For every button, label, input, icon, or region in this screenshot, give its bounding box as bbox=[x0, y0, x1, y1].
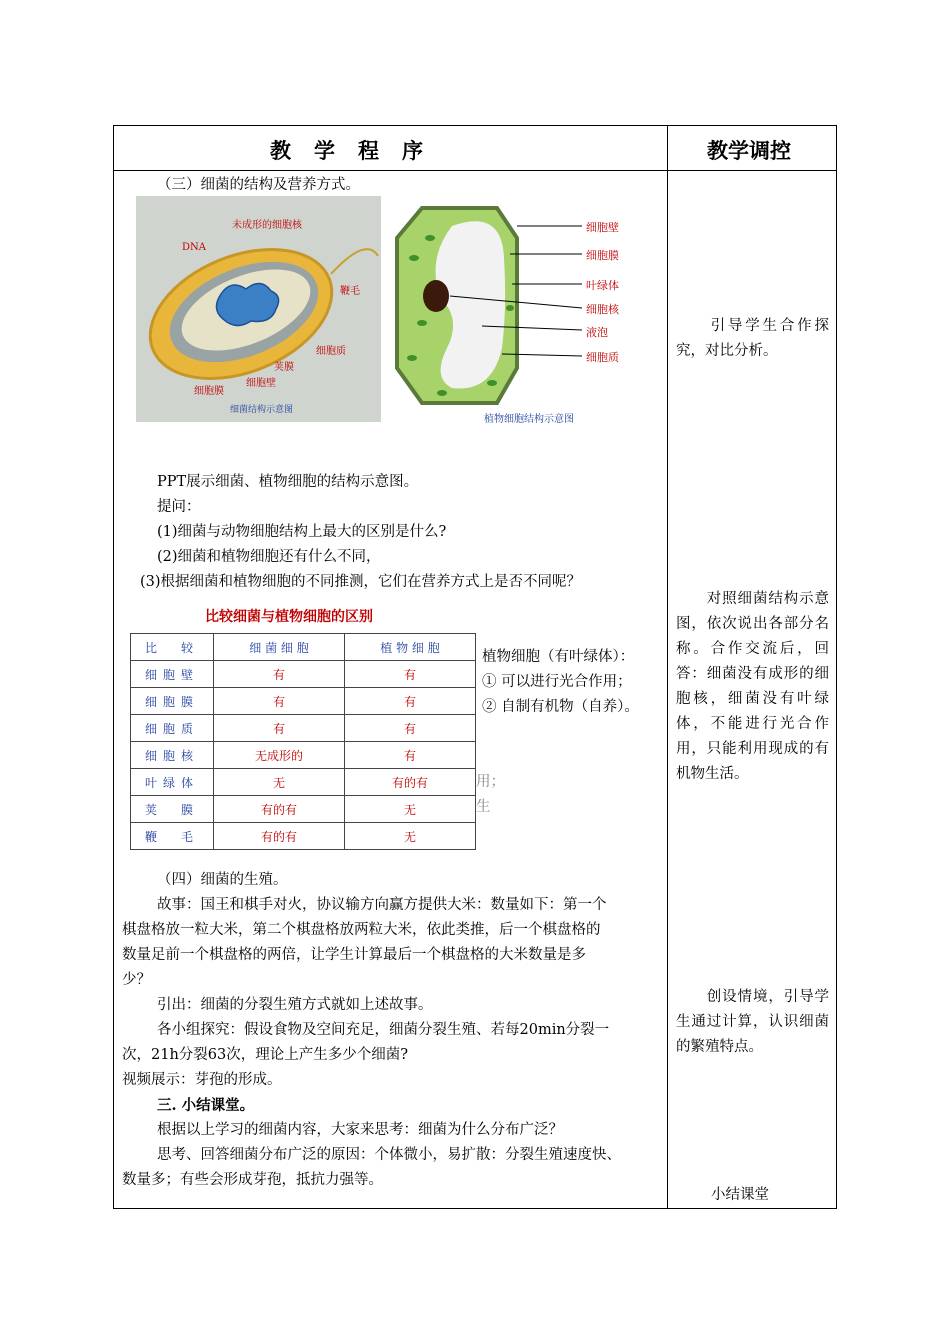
plant-note-fragment-1: 用； bbox=[476, 774, 505, 790]
video-line: 视频展示：芽孢的形成。 bbox=[122, 1072, 282, 1088]
table-row bbox=[131, 769, 476, 796]
header-divider bbox=[113, 170, 837, 171]
bacteria-cell: 无 bbox=[214, 769, 345, 796]
plant-label-cell-wall: 细胞壁 bbox=[586, 221, 619, 234]
bacteria-cell: 有 bbox=[214, 688, 345, 715]
body-line-5: (3)根据细菌和植物细胞的不同推测，它们在营养方式上是否不同呢？ bbox=[140, 574, 582, 590]
summary-title: 三. 小结课堂。 bbox=[157, 1097, 255, 1114]
explore-line-1: 各小组探究：假设食物及空间充足，细菌分裂生殖、若每20min分裂一 bbox=[157, 1022, 610, 1038]
label-cytoplasm: 细胞质 bbox=[316, 346, 346, 357]
bacteria-cell: 有 bbox=[214, 661, 345, 688]
bacteria-cell: 有的有 bbox=[214, 796, 345, 823]
body-line-2: 提问： bbox=[157, 499, 201, 515]
label-cell-membrane: 细胞膜 bbox=[194, 386, 224, 397]
column-divider bbox=[667, 125, 668, 1209]
story-line-3: 数量足前一个棋盘格的两倍，让学生计算最后一个棋盘格的大米数量是多 bbox=[122, 947, 586, 963]
table-row bbox=[131, 823, 476, 850]
compare-table bbox=[130, 633, 476, 850]
row-label: 细胞膜 bbox=[131, 688, 214, 715]
label-nucleoid: 未成形的细胞核 bbox=[232, 220, 302, 231]
bacteria-cell: 有 bbox=[214, 715, 345, 742]
header-teaching-procedure: 教 学 程 序 bbox=[270, 139, 424, 163]
story-line-1: 故事：国王和棋手对火，协议输方向赢方提供大米：数量如下：第一个 bbox=[157, 897, 607, 913]
bacteria-cell: 无成形的 bbox=[214, 742, 345, 769]
row-label: 鞭 毛 bbox=[131, 823, 214, 850]
side-note-1: 引导学生合作探究，对比分析。 bbox=[676, 318, 829, 359]
table-row bbox=[131, 661, 476, 688]
explore-line-2: 次，21h分裂63次，理论上产生多少个细菌? bbox=[122, 1047, 409, 1063]
row-label: 荚 膜 bbox=[131, 796, 214, 823]
compare-header-row bbox=[131, 634, 476, 661]
table-row bbox=[131, 796, 476, 823]
summary-line-2: 思考、回答细菌分布广泛的原因：个体微小，易扩散：分裂生殖速度快、 bbox=[157, 1147, 621, 1163]
body-line-1: PPT展示细菌、植物细胞的结构示意图。 bbox=[157, 474, 419, 490]
story-line-2: 棋盘格放一粒大米，第二个棋盘格放两粒大米，依此类推，后一个棋盘格的 bbox=[122, 922, 601, 938]
plant-label-vacuole: 液泡 bbox=[586, 326, 608, 339]
row-label: 细胞质 bbox=[131, 715, 214, 742]
bacteria-diagram bbox=[136, 196, 381, 422]
plant-label-cell-membrane: 细胞膜 bbox=[586, 249, 619, 262]
table-row bbox=[131, 715, 476, 742]
plant-cell: 有 bbox=[345, 715, 476, 742]
label-flagellum: 鞭毛 bbox=[340, 286, 360, 297]
section3-title: （三）细菌的结构及营养方式。 bbox=[157, 177, 360, 193]
label-dna: DNA bbox=[182, 242, 206, 253]
label-cell-wall: 细胞壁 bbox=[246, 378, 276, 389]
plant-cell: 有 bbox=[345, 688, 476, 715]
plant-note-fragment-2: 生 bbox=[476, 799, 491, 815]
table-row bbox=[131, 742, 476, 769]
summary-line-3: 数量多；有些会形成芽孢，抵抗力强等。 bbox=[122, 1172, 383, 1188]
summary-line-1: 根据以上学习的细菌内容，大家来思考：细菌为什么分布广泛？ bbox=[157, 1122, 563, 1138]
lead-line: 引出：细菌的分裂生殖方式就如上述故事。 bbox=[157, 997, 433, 1013]
header-teaching-control: 教学调控 bbox=[707, 139, 791, 163]
story-line-4: 少？ bbox=[122, 972, 151, 988]
section4-title: （四）细菌的生殖。 bbox=[157, 872, 288, 888]
compare-header: 植 物 细 胞 bbox=[345, 634, 476, 661]
row-label: 细胞核 bbox=[131, 742, 214, 769]
plant-note-1: 植物细胞（有叶绿体）： bbox=[482, 649, 635, 665]
side-note-3: 创设情境，引导学生通过计算，认识细菌的繁殖特点。 bbox=[676, 989, 829, 1055]
plant-cell: 有的有 bbox=[345, 769, 476, 796]
bacteria-cell: 有的有 bbox=[214, 823, 345, 850]
row-label: 叶绿体 bbox=[131, 769, 214, 796]
label-capsule: 荚膜 bbox=[274, 362, 294, 373]
plant-cell: 无 bbox=[345, 796, 476, 823]
side-note-2: 对照细菌结构示意图，依次说出各部分名称。合作交流后，回答：细菌没有成形的细胞核，细菌没有叶绿体，不能进行光合作用，只能利用现成的有机物生活。 bbox=[676, 591, 829, 782]
plant-label-chloroplast: 叶绿体 bbox=[586, 279, 619, 292]
bacteria-caption: 细菌结构示意图 bbox=[230, 405, 294, 415]
body-line-4: (2)细菌和植物细胞还有什么不同， bbox=[157, 549, 381, 565]
plant-note-3: ② 自制有机物（自养）。 bbox=[482, 699, 639, 715]
table-row bbox=[131, 688, 476, 715]
plant-cell: 无 bbox=[345, 823, 476, 850]
compare-header: 比 较 bbox=[131, 634, 214, 661]
body-line-3: (1)细菌与动物细胞结构上最大的区别是什么? bbox=[157, 524, 447, 540]
plant-label-nucleus: 细胞核 bbox=[586, 303, 619, 316]
compare-header: 细 菌 细 胞 bbox=[214, 634, 345, 661]
plant-note-2: ① 可以进行光合作用； bbox=[482, 674, 632, 690]
plant-caption: 植物细胞结构示意图 bbox=[484, 414, 574, 425]
plant-label-cytoplasm: 细胞质 bbox=[586, 351, 619, 364]
plant-cell: 有 bbox=[345, 742, 476, 769]
compare-title: 比较细菌与植物细胞的区别 bbox=[205, 609, 373, 625]
row-label: 细胞壁 bbox=[131, 661, 214, 688]
side-note-4: 小结课堂 bbox=[711, 1187, 769, 1203]
plant-cell: 有 bbox=[345, 661, 476, 688]
plant-cell-diagram bbox=[392, 198, 642, 426]
